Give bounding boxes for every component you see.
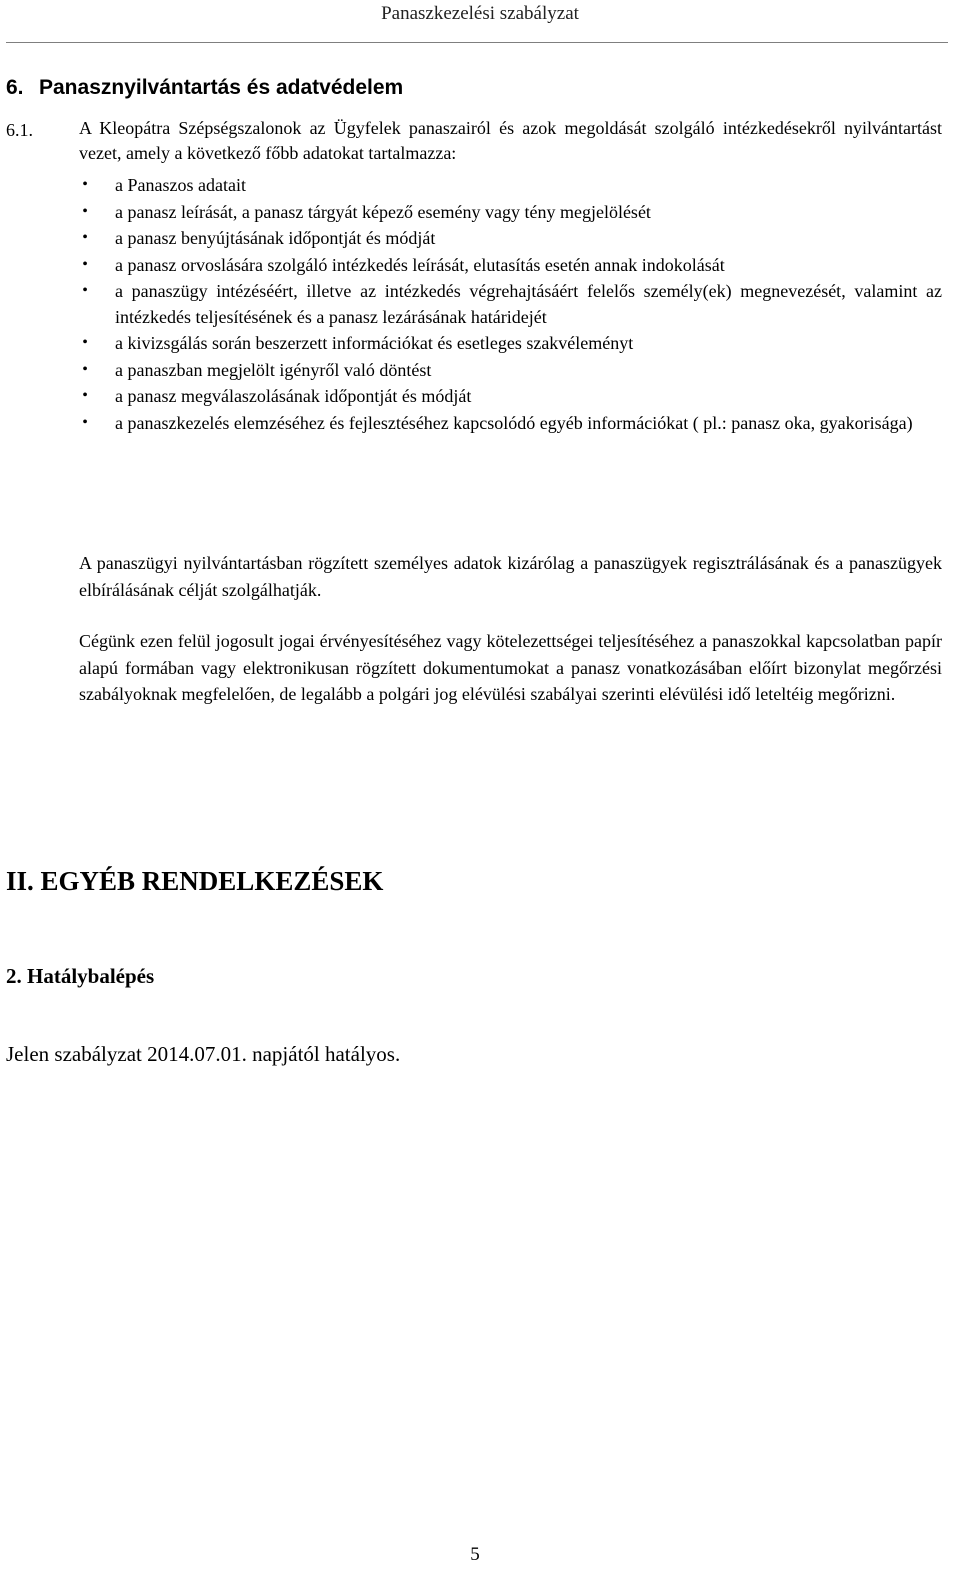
list-item-text: a panaszban megjelölt igényről való döntést — [115, 359, 432, 380]
list-item-text: a panasz leírását, a panasz tárgyát képező esemény vagy tény megjelölését — [115, 201, 651, 222]
list-item — [79, 330, 942, 357]
bullet-icon: • — [82, 229, 88, 246]
section-heading — [6, 75, 403, 101]
list-item-text: a panasz megválaszolásának időpontját és módját — [115, 386, 472, 406]
list-item — [79, 225, 942, 252]
list-item-text: a kivizsgálás során beszerzett információkat és esetleges szakvéleményt — [115, 333, 634, 353]
data-items-list — [79, 172, 942, 436]
list-item — [79, 252, 942, 279]
bullet-icon: • — [82, 202, 88, 220]
list-item-text: a panaszkezelés elemzéséhez és fejlesztéséhez kapcsolódó egyéb információkat ( pl.: panasz oka, gyakorisága) — [115, 412, 913, 433]
list-item-text: a panaszügy intézéséért, illetve az intézkedés végrehajtásáért felelős személy(ek) megnevezését, valamint az intézkedés teljesítésének és a panasz lezárásának határidejét — [115, 281, 942, 327]
running-header: Panaszkezelési szabályzat — [381, 3, 579, 24]
chapter-heading: 2. Hatálybalépés — [6, 964, 155, 988]
list-item — [79, 357, 942, 384]
bullet-icon: • — [82, 413, 88, 431]
list-item-text: a panasz benyújtásának időpontját és módját — [115, 228, 436, 248]
bullet-icon: • — [82, 255, 88, 273]
bullet-icon: • — [82, 360, 88, 378]
subsection-number: 6.1. — [6, 120, 33, 140]
personal-data-paragraph: A panaszügyi nyilvántartásban rögzített személyes adatok kizárólag a panaszügyek regisztrálásának és a panaszügyek elbírálásának célját szolgálhatják. — [79, 553, 942, 600]
bullet-icon: • — [82, 176, 88, 193]
section-title: Panasznyilvántartás és adatvédelem — [39, 76, 404, 99]
list-item-text: a panasz orvoslására szolgáló intézkedés leírását, elutasítás esetén annak indokolását — [115, 254, 725, 275]
bullet-icon: • — [82, 387, 88, 404]
header-divider — [6, 42, 948, 43]
list-item-text: a Panaszos adatait — [115, 175, 246, 195]
section-number: 6. — [6, 76, 24, 99]
subsection-intro: A Kleopátra Szépségszalonok az Ügyfelek panaszairól és azok megoldását szolgáló intézkedésekről nyilvántartást vezet, amely a következő főbb adatokat tartalmazza: — [79, 118, 942, 163]
bullet-icon: • — [82, 282, 88, 299]
list-item — [79, 278, 942, 330]
list-item — [79, 410, 942, 436]
list-item — [79, 172, 942, 199]
part-heading: II. EGYÉB RENDELKEZÉSEK — [6, 866, 384, 896]
effective-date-text: Jelen szabályzat 2014.07.01. napjától hatályos. — [6, 1042, 401, 1066]
page-number: 5 — [470, 1544, 480, 1565]
bullet-icon: • — [82, 334, 88, 351]
list-item — [79, 383, 942, 410]
list-item — [79, 199, 942, 226]
retention-paragraph: Cégünk ezen felül jogosult jogai érvényesítéséhez vagy kötelezettségei teljesítéséhez a panaszokkal kapcsolatban papír alapú formában vagy elektronikusan rögzített dokumentumokat a panasz vonatkozásában előírt bizonylat megőrzési szabályoknak megfelelően, de legalább a polgári jog elévülési szabályai szerinti elévülési idő leteltéig megőrizni. — [79, 631, 942, 704]
